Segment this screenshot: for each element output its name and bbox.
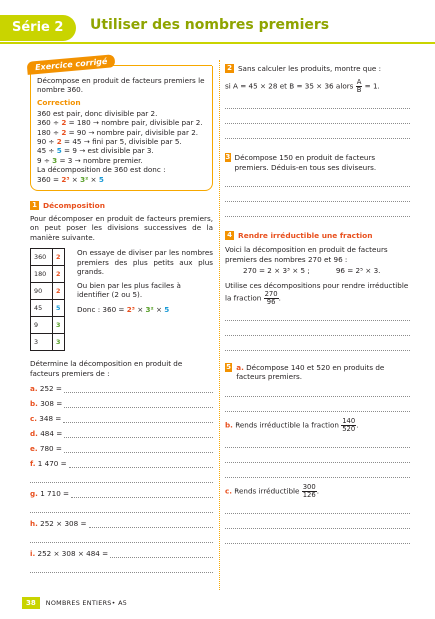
answer-line[interactable] bbox=[30, 558, 213, 573]
answer-line[interactable] bbox=[225, 529, 410, 544]
divisor-cell: 2 bbox=[53, 283, 65, 300]
dividend-cell: 360 bbox=[31, 249, 53, 266]
dividend-cell: 45 bbox=[31, 300, 53, 317]
corrige-statement: Décompose en produit de facteurs premiers le nombre 360. bbox=[37, 76, 205, 95]
answer-line[interactable] bbox=[225, 382, 410, 397]
ex1-side-text: On essaye de diviser par les nombres premiers des plus petits aux plus grands. bbox=[77, 248, 213, 277]
header-rule bbox=[0, 42, 435, 44]
dividend-cell: 3 bbox=[31, 334, 53, 351]
exercice-corrige-box bbox=[30, 56, 213, 191]
answer-line[interactable] bbox=[225, 109, 410, 124]
answer-line[interactable] bbox=[225, 172, 410, 187]
ex1-side-result: Donc : 360 = 2³ × 3² × 5 bbox=[77, 305, 170, 315]
correction-line: 360 est pair, donc divisible par 2. bbox=[37, 108, 158, 118]
correction-line: 9 ÷ 3 = 3 → nombre premier. bbox=[37, 155, 143, 165]
answer-line[interactable] bbox=[225, 336, 410, 351]
answer-line[interactable] bbox=[89, 519, 214, 528]
answer-line[interactable] bbox=[64, 429, 213, 438]
ex5-c: c. Rends irréductible $\frac{300}{126}$ . bbox=[225, 482, 320, 499]
column-divider bbox=[219, 60, 220, 590]
answer-line[interactable] bbox=[225, 433, 410, 448]
ex1-side-text: Ou bien par les plus faciles à identifier (2 ou 5). bbox=[77, 280, 181, 299]
answer-line[interactable] bbox=[225, 202, 410, 217]
page-title: Utiliser des nombres premiers bbox=[90, 17, 330, 33]
answer-line[interactable] bbox=[30, 528, 213, 543]
division-row bbox=[31, 283, 65, 300]
ex4-number: 4 bbox=[225, 231, 234, 240]
dividend-cell: 180 bbox=[31, 266, 53, 283]
fraction-140-520: $\frac{140}{520}$ bbox=[342, 416, 356, 433]
exercice-corrige-badge: Exercice corrigé bbox=[27, 54, 116, 75]
answer-line[interactable] bbox=[69, 459, 213, 468]
answer-line[interactable] bbox=[30, 468, 213, 483]
answer-line[interactable] bbox=[63, 414, 213, 423]
answer-line[interactable] bbox=[64, 444, 213, 453]
correction-title: Correction bbox=[37, 97, 81, 107]
division-row bbox=[31, 249, 65, 266]
answer-line[interactable] bbox=[225, 448, 410, 463]
page-number: 38 bbox=[22, 597, 40, 609]
correction-line: 90 ÷ 2 = 45 → fini par 5, divisible par 5. bbox=[37, 137, 182, 147]
ex2-intro: Sans calculer les produits, montre que : bbox=[238, 64, 382, 73]
ex4-heading bbox=[225, 231, 410, 240]
answer-line[interactable] bbox=[30, 498, 213, 513]
answer-line[interactable] bbox=[225, 124, 410, 139]
dividend-cell: 90 bbox=[31, 283, 53, 300]
ex5-heading bbox=[225, 363, 410, 382]
divisor-cell: 2 bbox=[53, 249, 65, 266]
dividend-cell: 9 bbox=[31, 317, 53, 334]
division-row bbox=[31, 317, 65, 334]
answer-item bbox=[30, 408, 213, 423]
division-row bbox=[31, 300, 65, 317]
answer-line[interactable] bbox=[225, 397, 410, 412]
ex4-use: Utilise ces décompositions pour rendre irréductible la fraction $\frac{270}{96}$ . bbox=[225, 281, 409, 306]
fraction-270-96: $\frac{270}{96}$ bbox=[264, 289, 278, 306]
answer-line[interactable] bbox=[225, 514, 410, 529]
correction-line: La décomposition de 360 est donc : bbox=[37, 165, 166, 175]
answer-line[interactable] bbox=[64, 384, 213, 393]
divisor-cell: 2 bbox=[53, 266, 65, 283]
ex2-formula: si A = 45 × 28 et B = 35 × 36 alors $\frac{A}{B}$ = 1. bbox=[225, 78, 380, 95]
answer-item bbox=[30, 423, 213, 438]
serie-badge: Série 2 bbox=[0, 15, 76, 41]
answer-line[interactable] bbox=[110, 549, 213, 558]
ex1-number: 1 bbox=[30, 201, 39, 210]
division-table bbox=[30, 248, 65, 351]
fraction-a-over-b: $\frac{A}{B}$ bbox=[356, 78, 362, 95]
answer-item bbox=[30, 483, 213, 498]
answer-label: h. 252 × 308 = bbox=[30, 519, 87, 529]
answer-item bbox=[30, 453, 213, 468]
page-footer bbox=[22, 597, 127, 609]
correction-line: 45 ÷ 5 = 9 → est divisible par 3. bbox=[37, 146, 154, 156]
answer-label: i. 252 × 308 × 484 = bbox=[30, 549, 109, 559]
box-top-line bbox=[101, 65, 212, 66]
answer-item bbox=[30, 513, 213, 528]
ex4-decompositions: 270 = 2 × 3³ × 5 ; 96 = 2⁵ × 3. bbox=[243, 266, 381, 276]
ex4-intro: Voici la décomposition en produit de facteurs premiers des nombres 270 et 96 : bbox=[225, 245, 388, 264]
ex1-answer-list bbox=[30, 378, 213, 573]
answer-label: d. 484 = bbox=[30, 429, 63, 439]
answer-label: g. 1 710 = bbox=[30, 489, 70, 499]
page-header bbox=[0, 0, 435, 52]
answer-line[interactable] bbox=[64, 399, 213, 408]
ex3-heading bbox=[225, 153, 410, 172]
ex3-text: Décompose 150 en produit de facteurs premiers. Déduis-en tous ses diviseurs. bbox=[234, 153, 377, 172]
answer-line[interactable] bbox=[225, 94, 410, 109]
answer-label: b. 308 = bbox=[30, 399, 63, 409]
ex1-division-block bbox=[30, 248, 213, 351]
ex4-title: Rendre irréductible une fraction bbox=[238, 231, 373, 241]
answer-line[interactable] bbox=[225, 463, 410, 478]
ex5-number: 5 bbox=[226, 362, 232, 371]
answer-item bbox=[30, 393, 213, 408]
answer-line[interactable] bbox=[225, 187, 410, 202]
ex1-explanations bbox=[77, 248, 213, 351]
ex2-number: 2 bbox=[225, 64, 234, 73]
divisor-cell: 3 bbox=[53, 334, 65, 351]
answer-label: c. 348 = bbox=[30, 414, 62, 424]
ex5-b: b. Rends irréductible la fraction $\frac{140}{520}$ . bbox=[225, 416, 359, 433]
answer-line[interactable] bbox=[225, 306, 410, 321]
ex2-heading bbox=[225, 64, 410, 73]
ex3-number: 3 bbox=[225, 153, 231, 162]
answer-label: e. 780 = bbox=[30, 444, 62, 454]
ex1-intro: Pour décomposer en produit de facteurs premiers, on peut poser les divisions successives de la manière suivante. bbox=[30, 214, 213, 242]
correction-line: 180 ÷ 2 = 90 → nombre pair, divisible par 2. bbox=[37, 127, 199, 137]
divisor-cell: 5 bbox=[53, 300, 65, 317]
answer-line[interactable] bbox=[225, 499, 410, 514]
fraction-300-126: $\frac{300}{126}$ bbox=[302, 482, 316, 499]
answer-line[interactable] bbox=[225, 321, 410, 336]
right-column bbox=[225, 60, 410, 544]
answer-item bbox=[30, 543, 213, 558]
divisor-cell: 3 bbox=[53, 317, 65, 334]
ex1-title: Décomposition bbox=[43, 201, 106, 211]
answer-line[interactable] bbox=[71, 489, 213, 498]
correction-line: 360 ÷ 2 = 180 → nombre pair, divisible par 2. bbox=[37, 118, 203, 128]
ex1-heading bbox=[30, 201, 213, 210]
answer-item bbox=[30, 378, 213, 393]
ex5-a: a. Décompose 140 et 520 en produits de facteurs premiers. bbox=[236, 362, 385, 382]
answer-label: a. 252 = bbox=[30, 384, 62, 394]
ex1-question: Détermine la décomposition en produit de facteurs premiers de : bbox=[30, 359, 183, 378]
footer-text: NOMBRES ENTIERS• A5 bbox=[45, 599, 128, 607]
division-row bbox=[31, 334, 65, 351]
division-row bbox=[31, 266, 65, 283]
answer-label: f. 1 470 = bbox=[30, 459, 67, 469]
answer-item bbox=[30, 438, 213, 453]
correction-result: 360 = 2³ × 3² × 5 bbox=[37, 174, 104, 184]
left-column bbox=[30, 56, 213, 573]
